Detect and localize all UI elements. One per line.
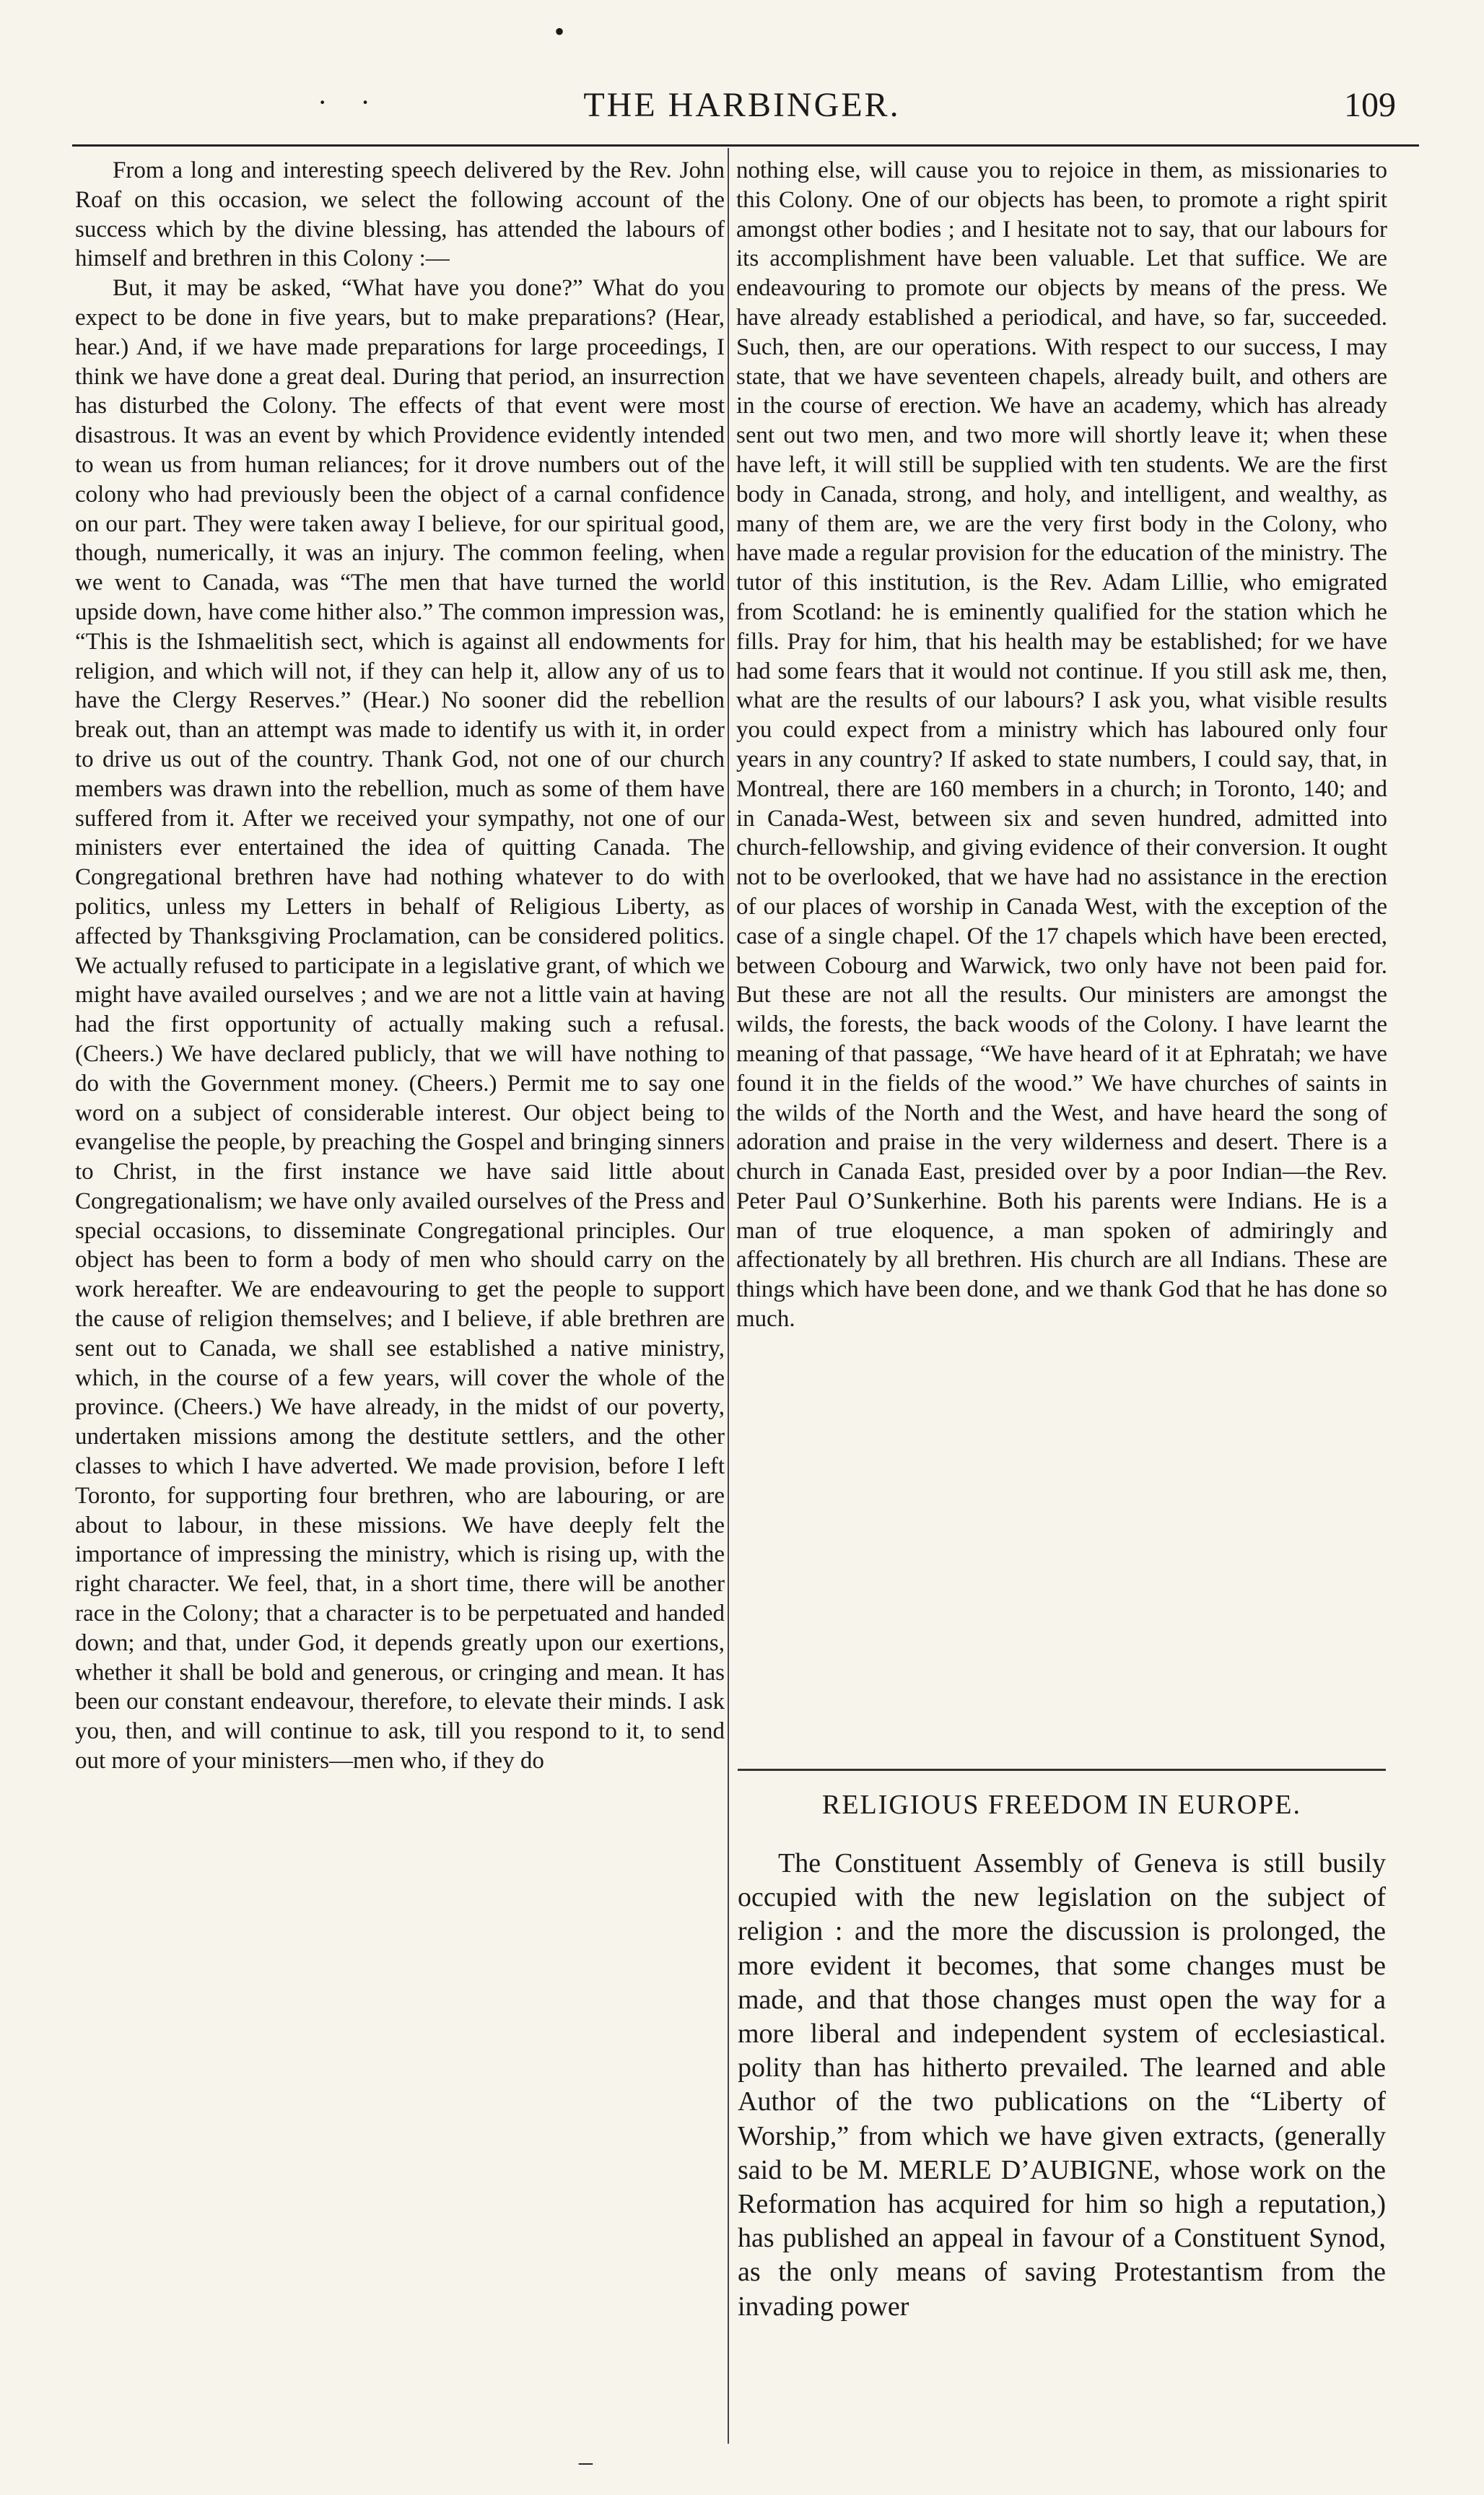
section-paragraph: The Constituent Assembly of Geneva is still busily occupied with the new legislation on the subject of religion : and the more the discussion is prolonged, the more evident it becomes, that some changes must be made, and that those changes must open the way for a more liberal and independent system of ecclesiastical. polity than has hitherto prevailed. The learned and able Author of the two publications on the “Liberty of Worship,” from which we have given extracts, (generally said to be M. MERLE D’AUBIGNE, whose work on the Reformation has acquired for him so high a reputation,) has published an appeal in favour of a Constituent Synod, as the only means of saving Protestantism from the invading power	[738, 1848, 1386, 2322]
right-column	[736, 156, 1387, 1334]
section-rule	[738, 1769, 1386, 1771]
page-number: 109	[1344, 86, 1396, 124]
left-column	[75, 156, 725, 1776]
section-body	[738, 1847, 1386, 2324]
running-title: THE HARBINGER.	[583, 86, 901, 124]
section-title: RELIGIOUS FREEDOM IN EUROPE.	[822, 1790, 1301, 1820]
column-divider	[728, 148, 729, 2444]
header-rule	[72, 144, 1419, 147]
page-header	[0, 85, 1484, 136]
right-paragraph-continuation: nothing else, will cause you to rejoice in them, as missionaries to this Colony. One of our objects has been, to promote a right spirit amongst other bodies ; and I hesitate not to say, that our labours for its accomplishment have been valuable. Let that suffice. We are endeavouring to promote our objects by means of the press. We have already established a periodical, and have, so far, succeeded. Such, then, are our operations. With respect to our success, I may state, that we have seventeen chapels, already built, and others are in the course of erection. We have an academy, which has already sent out two men, and two more will shortly leave it; when these have left, it will still be supplied with ten students. We are the first body in Canada, strong, and holy, and intelligent, and wealthy, as many of them are, we are the very first body in the Colony, who have made a regular provision for the education of the ministry. The tutor of this institution, is the Rev. Adam Lillie, who emigrated from Scotland: he is eminently qualified for the station which he fills. Pray for him, that his health may be established; for we have had some fears that it would not continue. If you still ask me, then, what are the results of our labours? I ask you, what visible results you could expect from a ministry which has laboured only four years in any country? If asked to state numbers, I could say, that, in Montreal, there are 160 members in a church; in Toronto, 140; and in Canada-West, between six and seven hundred, admitted into church-fellowship, and giving evidence of their conversion. It ought not to be overlooked, that we have had no assistance in the erection of our places of worship in Canada West, with the exception of the case of a single chapel. Of the 17 chapels which have been erected, between Cobourg and Warwick, two only have not been paid for. But these are not all the results. Our ministers are amongst the wilds, the forests, the back woods of the Colony. I have learnt the meaning of that passage, “We have heard of it at Ephratah; we have found it in the fields of the wood.” We have churches of saints in the wilds of the North and the West, and have heard the song of adoration and praise in the very wilderness and desert. There is a church in Canada East, presided over by a poor Indian—the Rev. Peter Paul O’Sunkerhine. Both his parents were Indians. He is a man of true eloquence, a man spoken of admiringly and affectionately by all brethren. His church are all Indians. These are things which have been done, and we thank God that he has done so much.	[736, 157, 1387, 1333]
footer-mark: –	[579, 2447, 593, 2477]
left-paragraph-speech: But, it may be asked, “What have you done?” What do you expect to be done in five years, but to make preparations? (Hear, hear.) And, if we have made preparations for large proceedings, I think we have done a great deal. During that period, an insurrection has disturbed the Colony. The effects of that event were most disastrous. It was an event by which Providence evidently intended to wean us from human reliances; for it drove numbers out of the colony who had previously been the object of a carnal confidence on our part. They were taken away I believe, for our spiritual good, though, numerically, it was an injury. The common feeling, when we went to Canada, was “The men that have turned the world upside down, have come hither also.” The common impression was, “This is the Ishmaelitish sect, which is against all endowments for religion, and which will not, if they can help it, allow any of us to have the Clergy Reserves.” (Hear.) No sooner did the rebellion break out, than an attempt was made to identify us with it, in order to drive us out of the country. Thank God, not one of our church members was drawn into the rebellion, much as some of them have suffered from it. After we received your sympathy, not one of our ministers ever entertained the idea of quitting Canada. The Congregational brethren have had nothing whatever to do with politics, unless my Letters in behalf of Religious Liberty, as affected by Thanksgiving Proclamation, can be considered politics. We actually refused to participate in a legislative grant, of which we might have availed ourselves ; and we are not a little vain at having had the first opportunity of actually making such a refusal. (Cheers.) We have declared publicly, that we will have nothing to do with the Government money. (Cheers.) Permit me to say one word on a subject of considerable interest. Our object being to evangelise the people, by preaching the Gospel and bringing sinners to Christ, in the first instance we have said little about Congregationalism; we have only availed ourselves of the Press and special occasions, to disseminate Congregational principles. Our object has been to form a body of men who should carry on the work hereafter. We are endeavouring to get the people to support the cause of religion themselves; and I believe, if able brethren are sent out to Canada, we shall see established a native ministry, which, in the course of a few years, will cover the whole of the province. (Cheers.) We have already, in the midst of our poverty, undertaken missions among the destitute settlers, and the other classes to which I have adverted. We made provision, before I left Toronto, for supporting four brethren, who are labouring, or are about to labour, in these missions. We have deeply felt the importance of impressing the ministry, which is rising up, with the right character. We feel, that, in a short time, there will be another race in the Colony; that a character is to be perpetuated and handed down; and that, under God, it depends greatly upon our exertions, whether it shall be bold and generous, or cringing and mean. It has been our constant endeavour, therefore, to elevate their minds. I ask you, then, and will continue to ask, till you respond to it, to send out more of your ministers—men who, if they do	[75, 275, 725, 1775]
header-marks: · ·	[318, 86, 383, 118]
top-mark: •	[554, 15, 565, 48]
left-paragraph-intro: From a long and interesting speech delivered by the Rev. John Roaf on this occasion, we select the following account of the success which by the divine blessing, has attended the labours of himself and brethren in this Colony :—	[75, 157, 725, 272]
